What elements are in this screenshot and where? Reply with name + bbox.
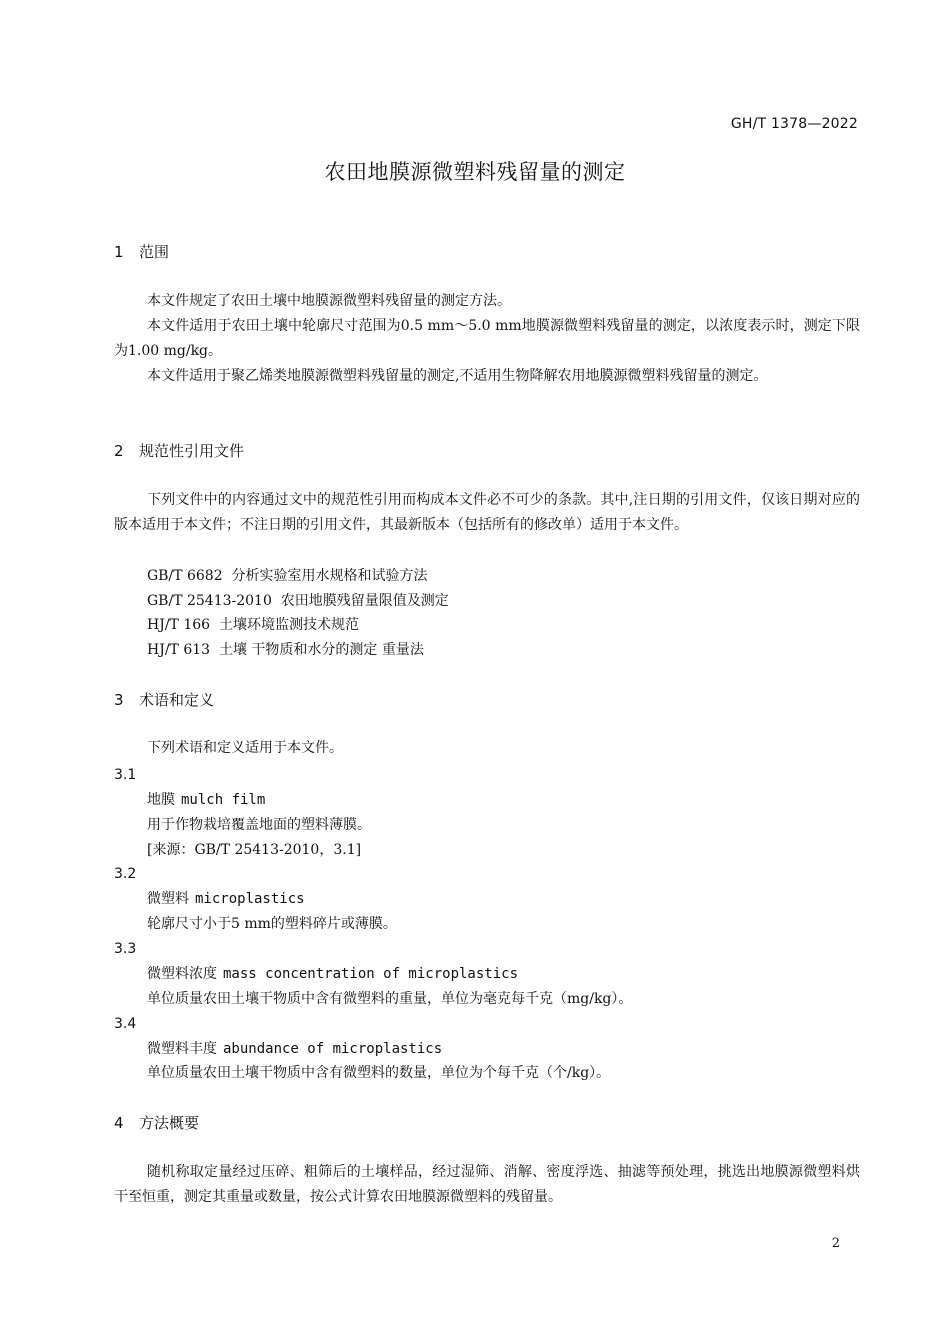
term-definition: 单位质量农田土壤干物质中含有微塑料的重量，单位为毫克每千克（mg/kg）。 (147, 991, 633, 1007)
term-title (147, 1039, 442, 1059)
term-definition: 单位质量农田土壤干物质中含有微塑料的数量，单位为个每千克（个/kg）。 (147, 1065, 611, 1081)
scope-paragraph-3: 本文件适用于聚乙烯类地膜源微塑料残留量的测定,不适用生物降解农用地膜源微塑料残留量的测定。 (147, 368, 768, 384)
section-4-heading (114, 1113, 199, 1133)
reference-item: GB/T 25413-2010 农田地膜残留量限值及测定 (147, 593, 449, 609)
document-title: 农田地膜源微塑料残留量的测定 (324, 160, 626, 184)
term-definition: 用于作物栽培覆盖地面的塑料薄膜。 (147, 817, 371, 833)
section-number: 3 (114, 691, 124, 709)
term-number: 3.3 (114, 941, 137, 957)
term-number: 3.1 (114, 767, 137, 783)
section-number: 2 (114, 442, 124, 460)
term-source: [来源：GB/T 25413-2010，3.1] (147, 842, 362, 858)
term-en: abundance of microplastics (223, 1041, 443, 1057)
term-definition: 轮廓尺寸小于5 mm的塑料碎片或薄膜。 (147, 916, 397, 932)
scope-paragraph-2: 本文件适用于农田土壤中轮廓尺寸范围为0.5 mm～5.0 mm地膜源微塑料残留量的测定，以浓度表示时，测定下限为1.00 mg/kg。 (114, 318, 860, 359)
page-number: 2 (831, 1236, 840, 1251)
term-number: 3.2 (114, 866, 137, 882)
term-en: mass concentration of microplastics (223, 966, 519, 982)
section-1-heading (114, 242, 169, 262)
section-2-heading (114, 441, 244, 461)
reference-item: GB/T 6682 分析实验室用水规格和试验方法 (147, 568, 428, 584)
section-3-heading (114, 690, 214, 710)
term-en: mulch film (181, 792, 266, 808)
section-number: 4 (114, 1114, 124, 1132)
section-title: 方法概要 (139, 1114, 200, 1132)
normative-intro: 下列文件中的内容通过文中的规范性引用而构成本文件必不可少的条款。其中,注日期的引用文件，仅该日期对应的版本适用于本文件；不注日期的引用文件，其最新版本（包括所有的修改单）适用于本文件。 (114, 492, 860, 533)
method-paragraph: 随机称取定量经过压碎、粗筛后的土壤样品，经过湿筛、消解、密度浮选、抽滤等预处理，挑选出地膜源微塑料烘干至恒重，测定其重量或数量，按公式计算农田地膜源微塑料的残留量。 (114, 1164, 860, 1205)
section-title: 规范性引用文件 (139, 442, 245, 460)
reference-item: HJ/T 613 土壤 干物质和水分的测定 重量法 (147, 642, 424, 658)
term-title (147, 790, 265, 810)
term-title (147, 889, 305, 909)
section-title: 范围 (139, 243, 170, 261)
terms-intro: 下列术语和定义适用于本文件。 (147, 740, 343, 756)
scope-paragraph-1: 本文件规定了农田土壤中地膜源微塑料残留量的测定方法。 (147, 293, 511, 309)
term-number: 3.4 (114, 1016, 137, 1032)
term-zh: 微塑料浓度 (147, 966, 217, 982)
term-zh: 微塑料丰度 (147, 1041, 217, 1057)
term-en: microplastics (195, 891, 305, 907)
reference-item: HJ/T 166 土壤环境监测技术规范 (147, 617, 359, 633)
term-title (147, 964, 518, 984)
section-number: 1 (114, 243, 124, 261)
section-title: 术语和定义 (139, 691, 215, 709)
term-zh: 微塑料 (147, 891, 189, 907)
term-zh: 地膜 (147, 792, 175, 808)
standard-code: GH/T 1378—2022 (730, 116, 858, 132)
